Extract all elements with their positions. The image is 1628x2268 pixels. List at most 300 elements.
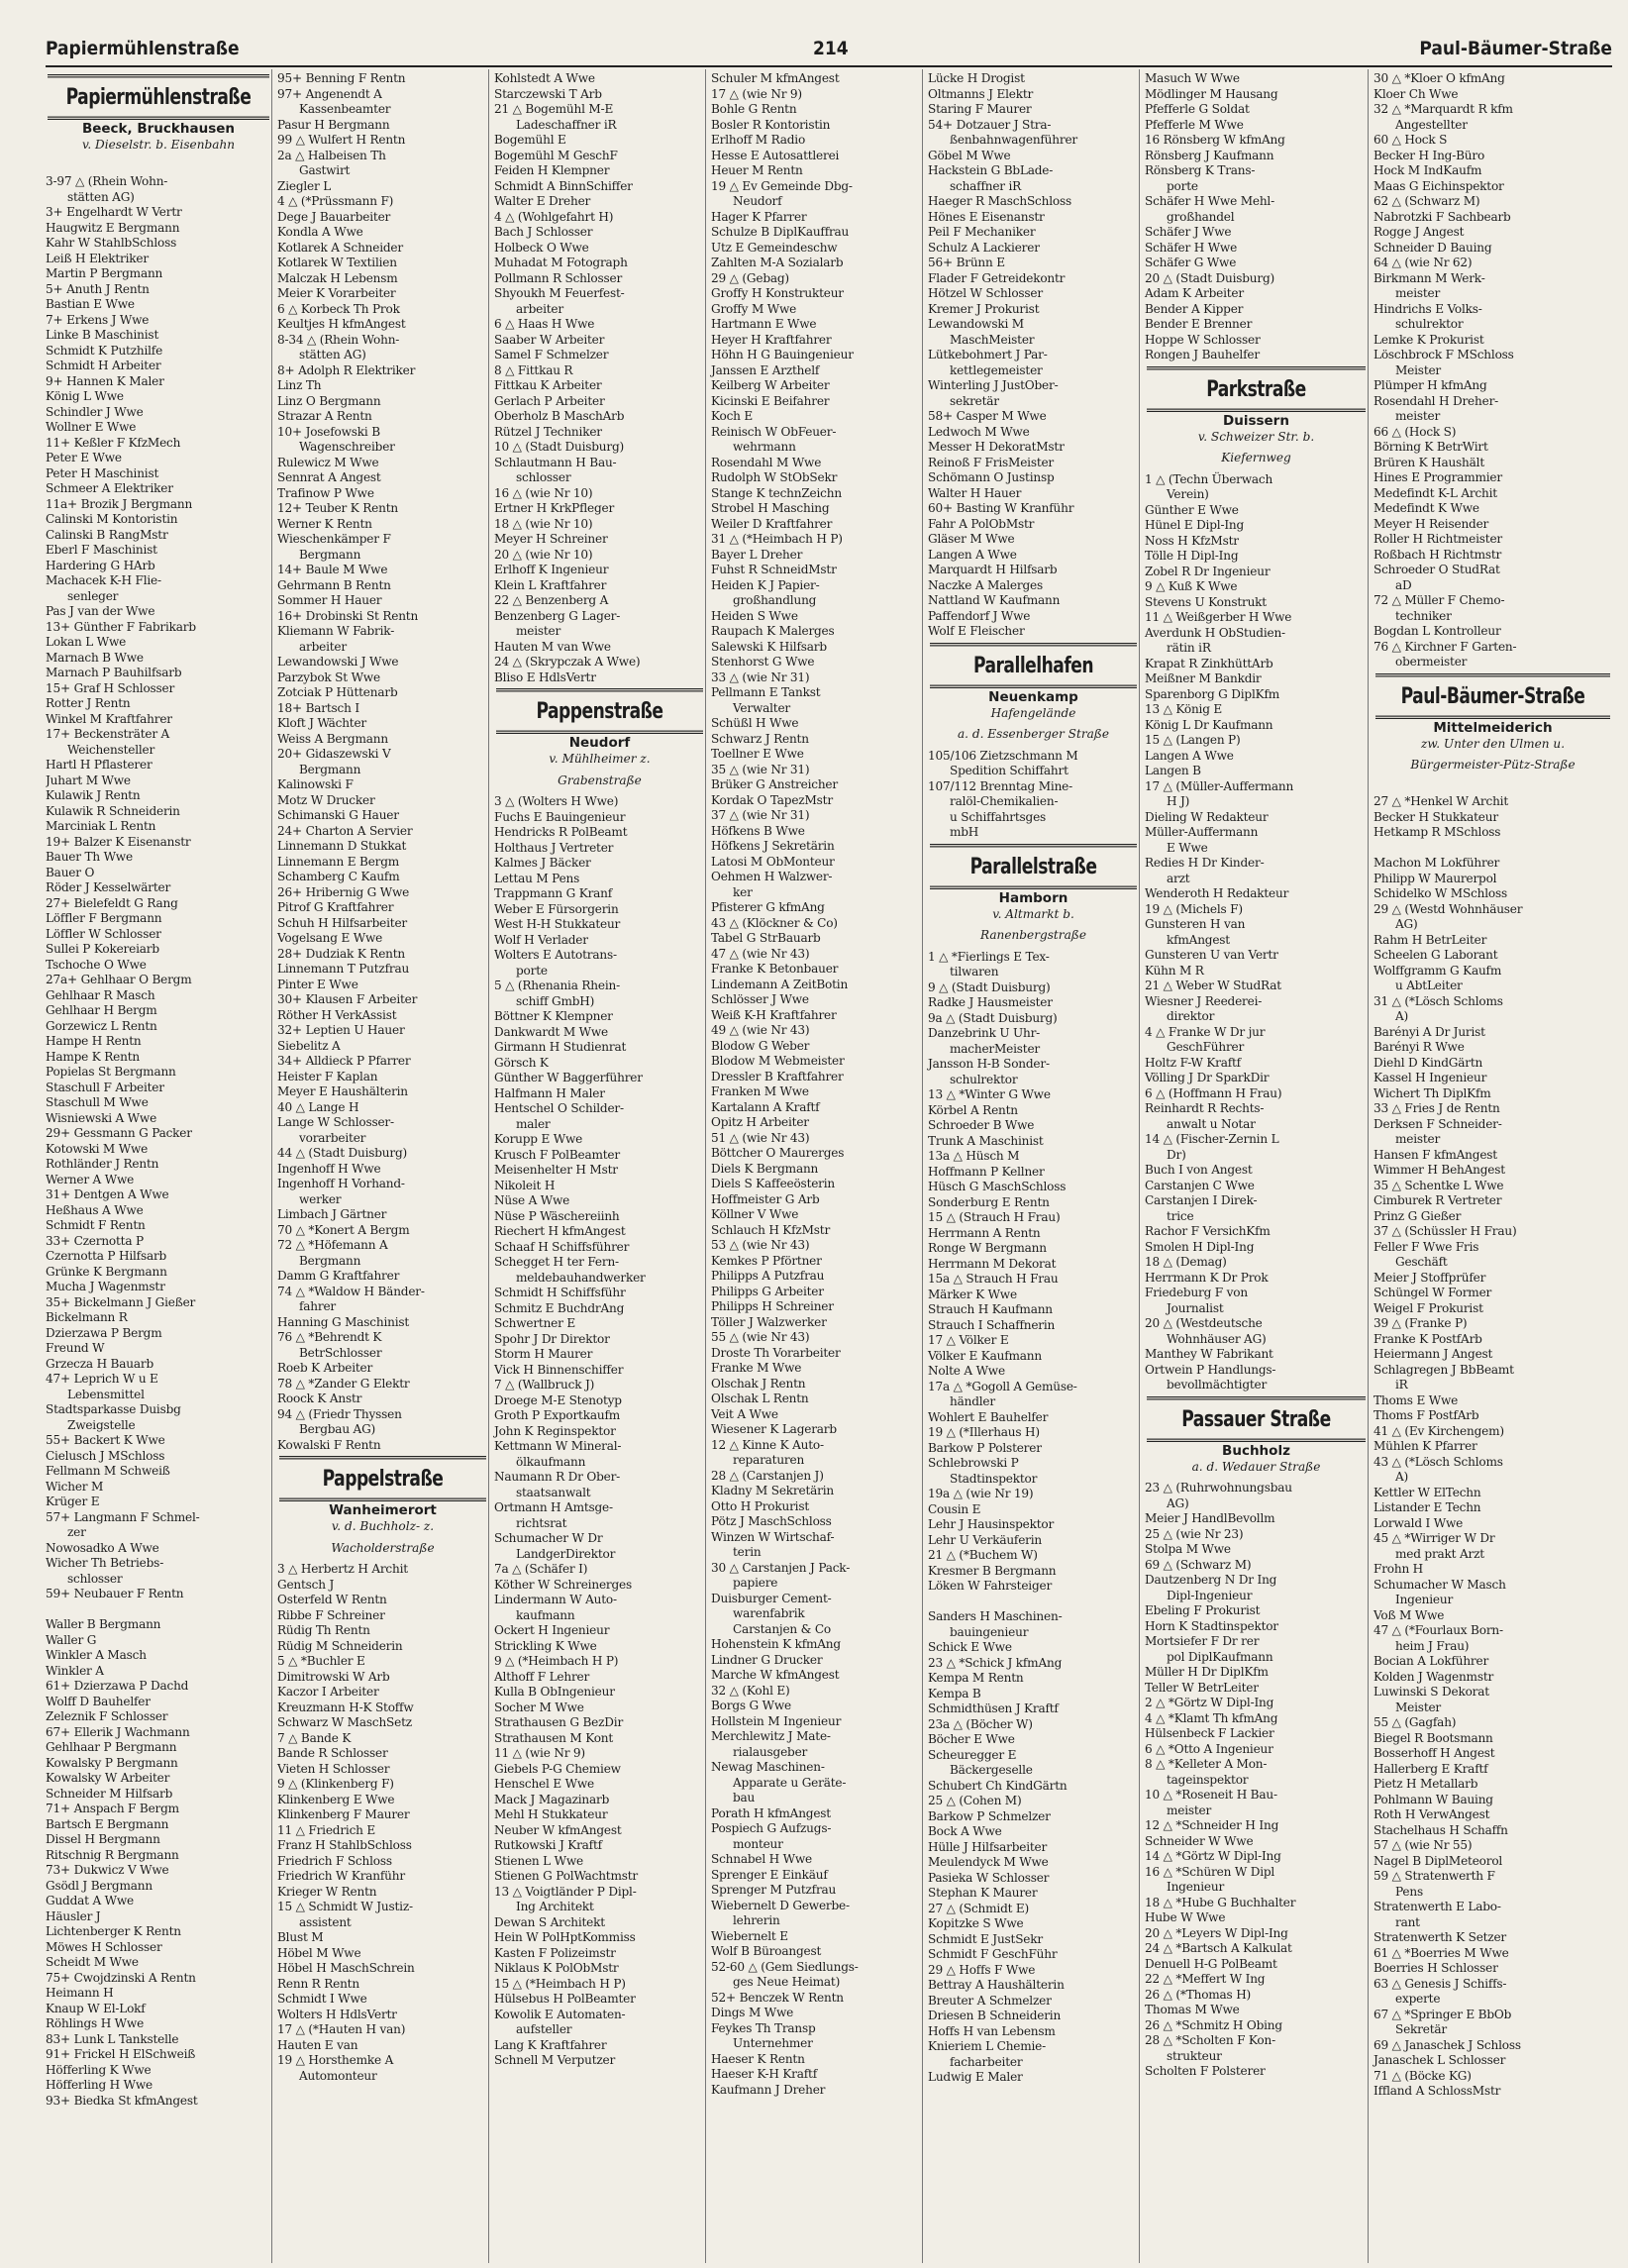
listing-entry: Winkler A [46,1663,104,1678]
listing-entry: Gehrmann B Rentn [277,577,391,592]
listing-continuation: kaufmann [516,1607,575,1622]
listing-entry: Weigel F Prokurist [1374,1300,1483,1315]
listing-entry: Socher M Wwe [494,1700,584,1714]
listing-entry: Gehlhaar P Bergmann [46,1740,177,1754]
listing-entry: Kloft J Wächter [277,716,367,730]
listing-entry: Eberl F Maschinist [46,543,157,557]
listing-entry: 11 △ Weißgerber H Wwe [1145,610,1292,624]
listing-entry: Herrmann K Dr Prok [1145,1270,1269,1285]
listing-entry: Derksen F Schneider- [1374,1116,1502,1131]
listing-entry: Heßhaus A Wwe [46,1202,144,1217]
listing-entry: Oltmanns J Elektr [928,86,1034,101]
listing-entry: Prinz G Gießer [1374,1208,1462,1223]
listing-entry: König L Wwe [46,389,124,403]
listing-entry: Nagel B DiplMeteorol [1374,1853,1503,1868]
listing-entry: Ribbe F Schreiner [277,1607,385,1622]
listing-entry: 17 △ (Müller-Auffermann [1145,778,1294,793]
listing-entry: 15a △ Strauch H Frau [928,1272,1059,1286]
listing-continuation: Wagenschreiber [299,440,395,454]
listing-entry: 57 △ (wie Nr 55) [1374,1838,1473,1852]
listing-entry: Listander E Techn [1374,1500,1481,1514]
listing-entry: Staschull M Wwe [46,1095,149,1109]
listing-entry: Strobel H Masching [711,501,830,515]
listing-entry: Mehl H Stukkateur [494,1807,608,1821]
listing-entry: Hendricks R PolBeamt [494,825,628,839]
listing-entry: Schroeder O StudRat [1374,563,1500,576]
route-description: a. d. Wedauer Straße [1191,1459,1321,1474]
listing-entry: 12 △ Kinne K Auto- [711,1437,824,1452]
listing-entry: Lewandowski J Wwe [277,655,399,669]
listing-entry: Schneider M Hilfsarb [46,1786,173,1801]
listing-entry: 31+ Dentgen A Wwe [46,1187,169,1201]
listing-entry: 55 △ (Gagfah) [1374,1715,1457,1729]
listing-entry: Kalinowski F [277,777,354,791]
listing-entry: Droste Th Vorarbeiter [711,1345,841,1360]
listing-entry: Blodow G Weber [711,1038,810,1053]
listing-continuation: A) [1395,1470,1409,1484]
listing-continuation: Ingenieur [1167,1880,1225,1894]
listing-entry: 26+ Hribernig G Wwe [277,884,410,899]
listing-entry: Höbel H MaschSchrein [277,1961,415,1975]
listing-entry: Hohenstein K kfmAng [711,1637,841,1651]
listing-entry: Franz H StahlbSchloss [277,1838,412,1852]
listing-entry: Schmidt F GeschFühr [928,1947,1058,1961]
listing-entry: Holthaus J Vertreter [494,840,614,855]
listing-entry: Merchlewitz J Mate- [711,1729,831,1743]
listing-entry: Gunsteren U van Vertr [1145,948,1278,962]
listing-entry: 10 △ *Roseneit H Bau- [1145,1788,1277,1802]
listing-entry: West H-H Stukkateur [494,917,621,931]
listing-entry: 13a △ Hüsch M [928,1149,1020,1163]
listing-continuation: senleger [67,588,119,603]
listing-entry: Roth H VerwAngest [1374,1807,1490,1821]
listing-entry: Völling J Dr SparkDir [1145,1071,1270,1084]
listing-entry: Kowolik E Automaten- [494,2007,626,2021]
listing-entry: Brüker G Anstreicher [711,777,838,791]
listing-entry: Kühn M R [1145,963,1204,978]
listing-entry: Schmeer A Elektriker [46,481,173,495]
listing-entry: Hines E Programmier [1374,470,1502,484]
listing-continuation: Wohnhäuser AG) [1167,1331,1267,1346]
listing-entry: Latosi M ObMonteur [711,854,835,869]
listing-entry: Stenhorst G Wwe [711,655,815,669]
listing-entry: Bogdan L Kontrolleur [1374,624,1501,638]
district-heading: Neudorf [568,735,631,751]
listing-entry: Strathausen G BezDir [494,1715,624,1729]
listing-entry: 17 △ (wie Nr 9) [711,86,802,101]
listing-entry: Schneider W Wwe [1145,1833,1254,1848]
listing-entry: Gehlhaar H Bergm [46,1003,157,1017]
listing-entry: Krüger E [46,1495,100,1508]
listing-entry: 32 △ *Marquardt R kfm [1374,102,1513,116]
listing-entry: Bickelmann R [46,1310,128,1324]
listing-entry: Pollmann R Schlosser [494,270,623,285]
listing-continuation: Kassenbeamter [299,102,391,116]
listing-entry: Hüsch G MaschSchloss [928,1180,1067,1193]
listing-entry: 13+ Günther F Fabrikarb [46,619,196,634]
listing-continuation: MaschMeister [950,332,1035,347]
listing-entry: 29 △ Hoffs F Wwe [928,1962,1036,1977]
listing-entry: 34+ Alldieck P Pfarrer [277,1054,411,1068]
listing-entry: Rüdig M Schneiderin [277,1638,403,1653]
route-description: a. d. Essenberger Straße [957,727,1110,741]
listing-entry: 30 △ Carstanjen J Pack- [711,1560,851,1575]
listing-entry: Höbel M Wwe [277,1945,361,1960]
listing-entry: Groffy M Wwe [711,301,797,316]
listing-entry: Lettau M Pens [494,871,580,885]
listing-entry: 95+ Benning F Rentn [277,71,406,85]
listing-entry: Gläser M Wwe [928,532,1015,546]
directory-column-7 [1368,69,1612,2263]
listing-entry: Scheelen G Laborant [1374,948,1498,962]
listing-continuation: porte [1167,178,1198,193]
listing-entry: Feller F Wwe Fris [1374,1239,1479,1254]
listing-entry: Philipp W Maurerpol [1374,871,1497,885]
listing-entry: 52-60 △ (Gem Siedlungs- [711,1959,859,1974]
listing-entry: 12 △ *Schneider H Ing [1145,1818,1279,1832]
listing-continuation: kettlegemeister [950,362,1043,377]
listing-entry: Stadtsparkasse Duisbg [46,1402,181,1416]
listing-entry: Damm G Kraftfahrer [277,1269,400,1283]
listing-entry: Feiden H Klempner [494,163,610,177]
listing-entry: Winterling J JustOber- [928,378,1059,392]
listing-continuation: macherMeister [950,1041,1040,1056]
listing-entry: Wolters H HdlsVertr [277,2007,397,2021]
listing-entry: Kresmer B Bergmann [928,1563,1057,1578]
listing-entry: Winkler A Masch [46,1648,147,1662]
listing-entry: Kulla B ObIngenieur [494,1685,615,1699]
listing-entry: Tölle H Dipl-Ing [1145,549,1239,563]
listing-entry: Franken M Wwe [711,1084,809,1098]
listing-entry: Löschbrock F MSchloss [1374,348,1514,361]
listing-continuation: Apparate u Geräte- [733,1775,847,1790]
listing-continuation: meister [516,624,561,638]
listing-entry: Holbeck O Wwe [494,240,589,255]
listing-entry: Duisburger Cement- [711,1591,832,1605]
listing-entry: Breuter A Schmelzer [928,1993,1052,2008]
listing-entry: Franke K Betonbauer [711,962,839,976]
listing-entry: Stachelhaus H Schaffn [1374,1822,1508,1837]
listing-entry: Schmidt F Rentn [46,1218,146,1232]
listing-entry: 18 △ (wie Nr 10) [494,516,593,531]
listing-entry: Raupach K Malerges [711,624,835,638]
listing-entry: Schnell M Verputzer [494,2053,616,2067]
listing-entry: 94 △ (Friedr Thyssen [277,1406,402,1421]
listing-continuation: Ing Architekt [516,1900,594,1913]
listing-entry: 3 △ Herbertz H Archit [277,1562,408,1576]
listing-entry: Schäfer G Wwe [1145,256,1237,269]
listing-entry: 59 △ Stratenwerth F [1374,1869,1495,1883]
listing-entry: Günther W Baggerführer [494,1071,643,1084]
listing-continuation: ralöl-Chemikalien- [950,794,1059,808]
listing-entry: Becker H Ing-Büro [1374,148,1485,162]
listing-entry: Schäfer H Wwe [1145,240,1238,255]
listing-entry: Schimanski G Hauer [277,808,399,822]
listing-continuation: ßenbahnwagenführer [950,133,1077,147]
listing-entry: Pospiech G Aufzugs- [711,1821,832,1835]
listing-entry: Höfferling K Wwe [46,2062,152,2077]
listing-entry: Birkmann M Werk- [1374,270,1485,285]
listing-entry: Ziegler L [277,178,332,193]
listing-continuation: u AbtLeiter [1395,979,1463,992]
listing-entry: Lehr U Verkäuferin [928,1532,1042,1547]
listing-entry: Walter H Hauer [928,485,1022,500]
listing-entry: Zotciak P Hüttenarb [277,685,398,699]
listing-entry: Friedrich W Kranführ [277,1869,405,1883]
listing-continuation: ker [733,884,753,899]
listing-entry: Lorwald I Wwe [1374,1515,1464,1530]
listing-entry: Linke B Maschinist [46,328,159,342]
listing-entry: Carstanjen I Direk- [1145,1193,1258,1207]
listing-entry: Luwinski S Dekorat [1374,1685,1489,1699]
listing-entry: Rutkowski J Kraftf [494,1838,602,1852]
running-head-right: Paul-Bäumer-Straße [1419,38,1612,59]
listing-entry: Blust M [277,1930,324,1944]
listing-entry: Franke K PostfArb [1374,1331,1482,1346]
listing-entry: Pfisterer G kfmAng [711,900,825,914]
route-description: Hafengelände [990,705,1076,720]
listing-entry: Holtz F-W Kraftf [1145,1055,1241,1070]
listing-continuation: Pens [1395,1884,1423,1899]
listing-continuation: Bergmann [299,762,361,776]
listing-entry: Rogge J Angest [1374,225,1465,239]
listing-continuation: Verwalter [733,700,790,715]
listing-entry: Wolffgramm G Kaufm [1374,963,1502,978]
listing-entry: 9 △ (Klinkenberg F) [277,1777,394,1791]
listing-entry: Zobel R Dr Ingenieur [1145,564,1271,578]
listing-entry: Borgs G Wwe [711,1699,791,1712]
listing-entry: Bogemühl E [494,133,566,147]
listing-entry: Wollner E Wwe [46,420,137,434]
listing-entry: Naumann R Dr Ober- [494,1470,621,1484]
listing-entry: Oberholz B MaschArb [494,409,625,423]
listing-entry: Pietz H Metallarb [1374,1777,1478,1791]
listing-entry: Kowalski F Rentn [277,1437,381,1452]
listing-entry: Weiler D Kraftfahrer [711,516,833,531]
listing-entry: 14 △ (Fischer-Zernin L [1145,1132,1279,1146]
listing-entry: Weiß K-H Kraftfahrer [711,1007,837,1022]
listing-entry: 33 △ Fries J de Rentn [1374,1101,1500,1115]
listing-entry: 3-97 △ (Rhein Wohn- [46,174,168,188]
listing-entry: 69 △ Janaschek J Schloss [1374,2037,1521,2052]
listing-entry: Ortwein P Handlungs- [1145,1362,1276,1377]
listing-entry: Calinski M Kontoristin [46,512,178,526]
listing-continuation: Ladeschaffner iR [516,117,617,132]
listing-entry: Göbel M Wwe [928,148,1011,162]
listing-entry: Bastian E Wwe [46,297,135,311]
listing-entry: Lindner G Drucker [711,1652,823,1667]
listing-continuation: Bergmann [299,1253,361,1268]
listing-entry: 24 △ (Skrypczak A Wwe) [494,655,641,669]
running-head-left: Papiermühlenstraße [46,38,240,59]
listing-entry: Strathausen M Kont [494,1730,614,1745]
listing-entry: 17 △ Völker E [928,1333,1009,1347]
listing-entry: Wieschenkämper F [277,532,391,546]
listing-entry: Olschak L Rentn [711,1392,809,1405]
listing-entry: Hampe K Rentn [46,1049,140,1064]
listing-entry: Hönes E Eisenanstr [928,209,1045,224]
listing-entry: König L Dr Kaufmann [1145,717,1273,732]
directory-column-2 [271,69,488,2263]
listing-continuation: warenfabrik [733,1606,805,1620]
listing-continuation: Sekretär [1395,2022,1447,2036]
listing-entry: Ronge W Bergmann [928,1241,1047,1255]
listing-entry [46,1602,271,1618]
listing-continuation: schulrektor [1395,317,1464,331]
listing-entry: Grünke K Bergmann [46,1264,167,1279]
listing-continuation: direktor [1167,1009,1215,1023]
listing-entry: Stienen L Wwe [494,1853,583,1868]
listing-entry: Heiden K J Papier- [711,577,820,592]
listing-continuation: terin [733,1545,762,1559]
listing-entry: 6 △ Haas H Wwe [494,317,595,331]
street-heading: Papiermühlenstraße [48,74,269,120]
listing-entry: Renn R Rentn [277,1976,359,1991]
listing-continuation: med prakt Arzt [1395,1546,1484,1561]
listing-entry: Kowalsky P Bergmann [46,1755,178,1770]
listing-continuation: facharbeiter [950,2054,1023,2069]
listing-entry: 33+ Czernotta P [46,1233,144,1248]
listing-entry: Haeser K-H Kraftf [711,2067,817,2081]
listing-entry: Röder J Kesselwärter [46,880,171,894]
listing-entry: Toellner E Wwe [711,747,804,761]
street-heading: Paul-Bäumer-Straße [1375,673,1610,719]
listing-entry: 45 △ *Wirriger W Dr [1374,1531,1495,1545]
route-description: Wacholderstraße [331,1540,435,1555]
listing-entry: Driesen B Schneiderin [928,2009,1062,2022]
listing-entry: Pötz J MaschSchloss [711,1514,832,1528]
listing-continuation: Dipl-Ingenieur [1167,1588,1253,1602]
listing-entry: Schindler J Wwe [46,404,144,419]
listing-continuation: Carstanjen & Co [733,1621,831,1636]
listing-entry: Diels S Kaffeeösterin [711,1177,836,1190]
listing-continuation: meister [1395,1132,1441,1146]
listing-entry: Gsödl J Bergmann [46,1878,153,1893]
listing-entry: 10+ Josefowski B [277,424,380,439]
listing-entry: 105/106 Zietzschmann M [928,748,1078,763]
listing-entry: Tschoche O Wwe [46,957,147,972]
listing-entry: Benzenberg G Lager- [494,608,621,623]
listing-entry: Stolpa M Wwe [1145,1542,1231,1556]
listing-entry: Nüse A Wwe [494,1193,570,1207]
listing-entry: 63 △ Genesis J Schiffs- [1374,1976,1507,1991]
listing-entry: Marquardt H Hilfsarb [928,563,1058,576]
listing-continuation: meister [1167,1803,1212,1817]
listing-entry: Sparenborg G DiplKfm [1145,686,1280,701]
listing-entry: Hoffmann P Kellner [928,1164,1045,1179]
listing-continuation: Bergmann [299,547,361,562]
listing-entry: Höfkens J Sekretärin [711,839,835,853]
listing-continuation: rätin iR [1167,641,1211,655]
listing-entry: Schick E Wwe [928,1640,1012,1654]
listing-entry: Wicher Th Betriebs- [46,1556,164,1570]
listing-entry: Höfkens B Wwe [711,823,805,838]
directory-column-5 [922,69,1139,2263]
listing-entry: Motz W Drucker [277,792,375,807]
listing-entry: Möwes H Schlosser [46,1939,162,1954]
listing-entry: Linz O Bergmann [277,393,381,408]
listing-entry: Roeb K Arbeiter [277,1361,373,1375]
listing-entry: Mack J Magazinarb [494,1792,610,1806]
listing-entry: Schaaf H Schiffsführer [494,1239,630,1254]
listing-entry [1374,841,1612,857]
listing-entry: 17+ Beckensträter A [46,727,170,741]
route-description: Kiefernweg [1221,451,1291,464]
page-number: 214 [813,38,849,59]
listing-entry: Waller G [46,1632,97,1647]
listing-entry: Vieten H Schlosser [277,1761,390,1776]
listing-entry: Rosendahl M Wwe [711,455,822,469]
listing-continuation: kfmAngest [1167,932,1230,947]
listing-entry: Medefindt K-L Archit [1374,485,1497,500]
listing-entry: Salewski K Hilfsarb [711,639,827,654]
district-heading: Duissern [1223,412,1289,429]
listing-entry: Röhlings H Wwe [46,2016,145,2030]
listing-entry: Heyer H Kraftfahrer [711,332,832,347]
listing-continuation: großhandel [1167,209,1235,224]
listing-entry: Köther W Schreinerges [494,1577,632,1592]
district-heading: Mittelmeiderich [1433,719,1553,736]
listing-entry: Veit A Wwe [711,1406,778,1421]
listing-entry: Schmidthüsen J Kraftf [928,1701,1059,1715]
listing-entry: Wohlert E Bauhelfer [928,1409,1049,1424]
listing-entry: 5 △ *Buchler E [277,1654,365,1668]
listing-entry: Bartsch E Bergmann [46,1816,169,1831]
listing-entry: 29+ Gessmann G Packer [46,1126,192,1140]
listing-entry: Barkow P Schmelzer [928,1808,1051,1823]
listing-entry: 19 △ Ev Gemeinde Dbg- [711,178,853,193]
listing-entry: Althoff F Lehrer [494,1669,590,1684]
listing-entry: 71 △ (Böcke KG) [1374,2068,1472,2083]
listing-entry: Guddat A Wwe [46,1894,134,1907]
listing-entry: Zeleznik F Schlosser [46,1709,168,1723]
listing-entry: Schwertner E [494,1316,575,1330]
listing-entry: Paffendorf J Wwe [928,608,1031,623]
listing-continuation: maler [516,1116,551,1131]
listing-entry: Kotlarek W Textilien [277,256,397,269]
listing-entry: Schmidt K Putzhilfe [46,343,163,358]
listing-entry: 5 △ (Rhenania Rhein- [494,979,620,992]
listing-continuation: Verein) [1167,487,1209,501]
listing-entry: Juhart M Wwe [46,773,131,787]
listing-entry: Calinski B RangMstr [46,527,168,542]
street-heading: Pappelstraße [279,1456,486,1501]
listing-entry: 20 △ *Leyers W Dipl-Ing [1145,1925,1288,1940]
listing-entry: Teller W BetrLeiter [1145,1680,1259,1695]
listing-entry: Nolte A Wwe [928,1364,1005,1378]
listing-entry: Kremer J Prokurist [928,301,1040,316]
listing-entry: Herrmann M Dekorat [928,1256,1057,1271]
listing-continuation: meister [1395,409,1441,423]
listing-entry: 16 Rönsberg W kfmAng [1145,133,1285,147]
listing-entry: Averdunk H ObStudien- [1145,625,1285,640]
listing-entry: Winkel M Kraftfahrer [46,711,172,726]
listing-entry: 9 △ (*Heimbach H P) [494,1654,619,1668]
street-heading: Parallelstraße [930,844,1137,889]
listing-entry: Langen A Wwe [928,547,1017,562]
listing-entry: 70 △ *Konert A Bergm [277,1222,410,1237]
listing-entry: Giebels P-G Chemiew [494,1761,621,1776]
listing-entry: Schamberg C Kaufm [277,870,400,883]
listing-entry: Koch E [711,409,754,423]
listing-entry: Carstanjen C Wwe [1145,1178,1255,1192]
listing-entry: Hentschel O Schilder- [494,1101,624,1115]
listing-entry [928,1595,1139,1610]
listing-entry: Hock M IndKaufm [1374,163,1482,177]
listing-entry: Blodow M Webmeister [711,1054,845,1068]
listing-entry: Bocian A Lokführer [1374,1654,1489,1668]
listing-entry: Ingenhoff H Wwe [277,1161,381,1176]
